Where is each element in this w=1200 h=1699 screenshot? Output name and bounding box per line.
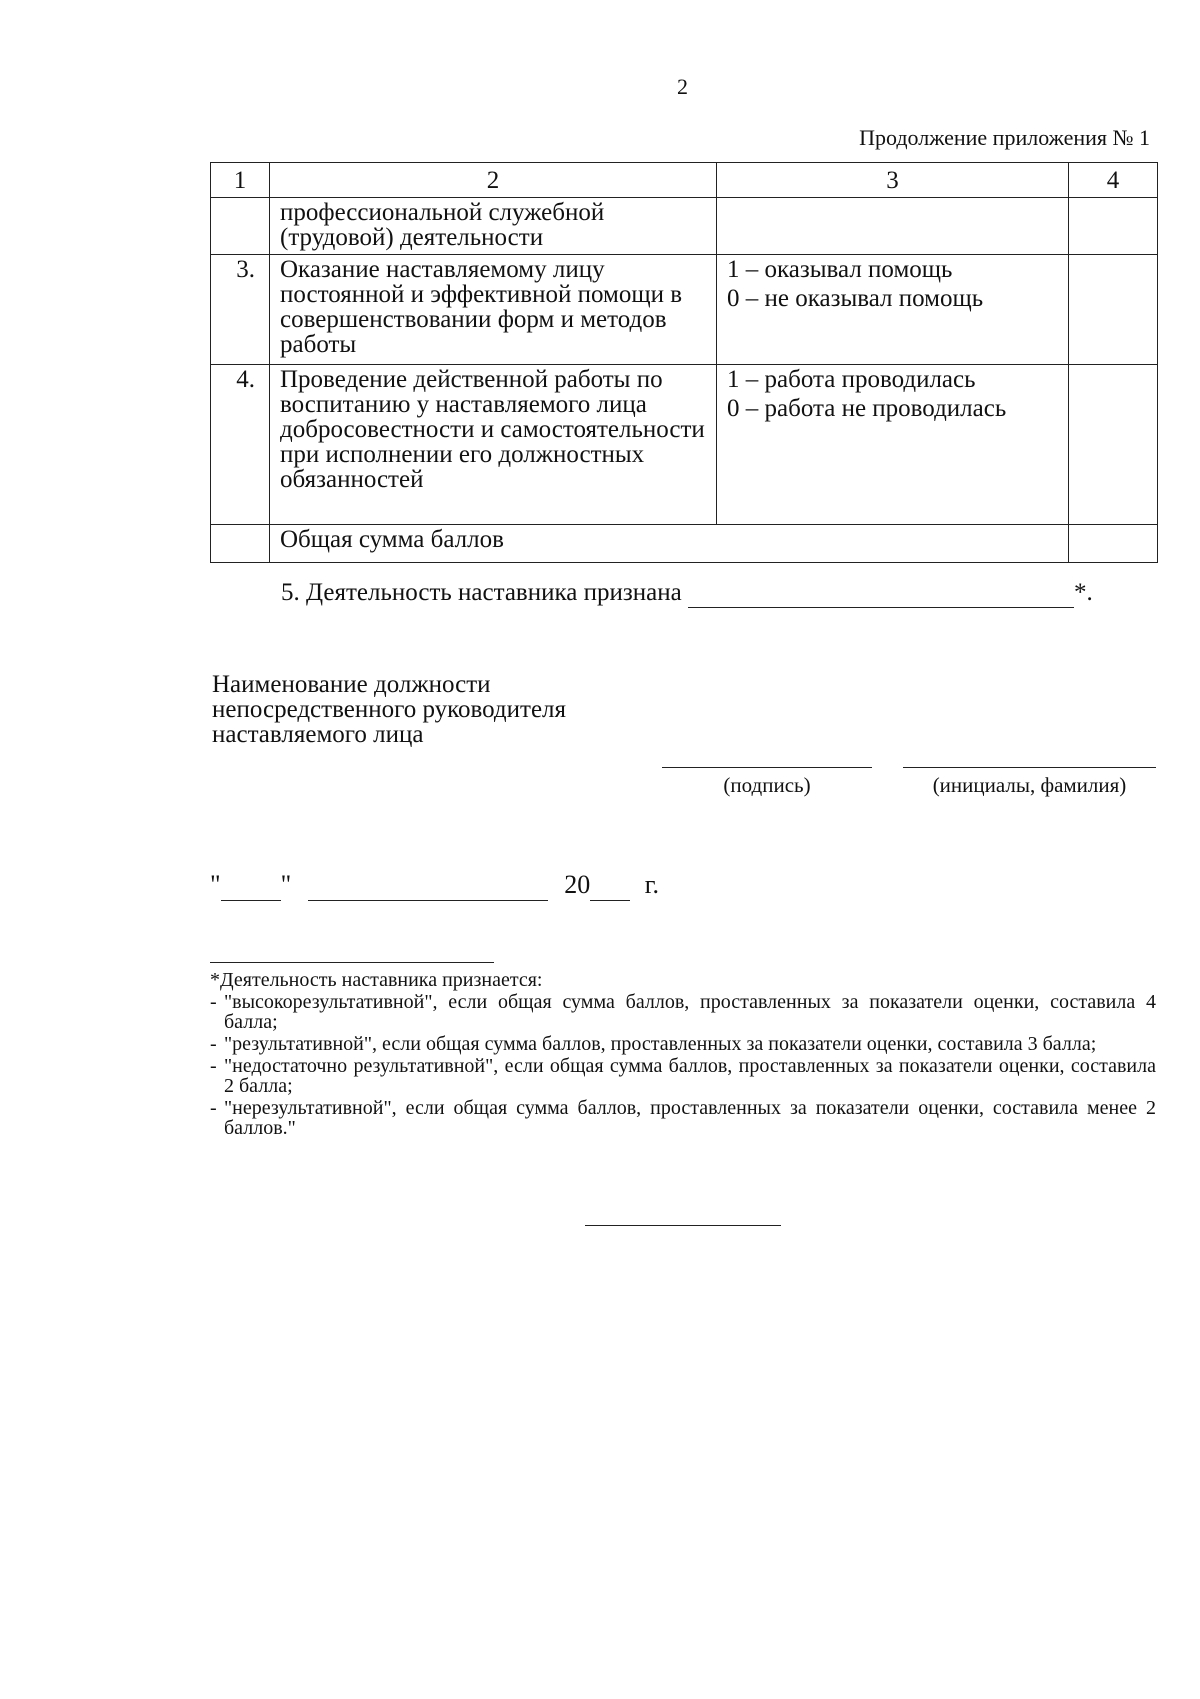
position-title: Наименование должности непосредственного руководителя наставляемого лица	[212, 671, 567, 748]
total-points-cell	[1069, 525, 1158, 563]
row-number: 4.	[211, 365, 270, 525]
score-option: 0 – не оказывал помощь	[727, 285, 984, 312]
evaluation-table	[210, 162, 1158, 563]
footnote-item: - "нерезультативной", если общая сумма баллов, проставленных за показатели оценки, составила менее 2 баллов."	[210, 1097, 1156, 1139]
indicator-cell: Оказание наставляемому лицу постоянной и эффективной помощи в совершенствовании форм и методов работы	[270, 255, 717, 365]
score-cell	[717, 198, 1069, 255]
end-separator	[585, 1225, 781, 1226]
points-cell	[1069, 365, 1158, 525]
table-row	[211, 198, 1158, 255]
points-cell	[1069, 255, 1158, 365]
signature-caption: (подпись)	[723, 773, 811, 797]
section-5	[281, 579, 1093, 608]
score-option: 1 – работа проводилась	[727, 366, 976, 393]
points-cell	[1069, 198, 1158, 255]
footnote	[210, 970, 1156, 1138]
date-open-quote: "	[210, 870, 221, 899]
footnote-item: - "высокорезультативной", если общая сумма баллов, проставленных за показатели оценки, составила 4 балла;	[210, 991, 1156, 1033]
score-option: 0 – работа не проводилась	[727, 395, 1007, 422]
result-blank[interactable]	[688, 579, 1074, 608]
score-option: 1 – оказывал помощь	[727, 256, 953, 283]
total-number-cell	[211, 525, 270, 563]
score-cell	[717, 365, 1069, 525]
name-caption: (инициалы, фамилия)	[932, 773, 1127, 797]
day-blank[interactable]	[221, 870, 281, 901]
signature-line[interactable]	[662, 767, 872, 768]
footnote-intro: *Деятельность наставника признается:	[210, 969, 543, 991]
score-cell	[717, 255, 1069, 365]
footnote-item: - "результативной", если общая сумма баллов, проставленных за показатели оценки, составила 3 балла;	[210, 1033, 1097, 1055]
year-suffix: г.	[644, 870, 659, 899]
section-5-text: 5. Деятельность наставника признана	[281, 579, 682, 606]
year-prefix: 20	[564, 870, 591, 899]
name-line[interactable]	[903, 767, 1156, 768]
year-blank[interactable]	[590, 870, 630, 901]
date-close-quote: "	[280, 870, 292, 899]
table-header-row	[211, 163, 1158, 198]
table-row	[211, 255, 1158, 365]
total-label: Общая сумма баллов	[270, 525, 1069, 563]
footnote-item: - "недостаточно результативной", если общая сумма баллов, проставленных за показатели оценки, составила 2 балла;	[210, 1055, 1156, 1097]
total-row	[211, 525, 1158, 563]
page-number: 2	[677, 74, 688, 99]
column-header: 2	[270, 163, 717, 198]
row-number: 3.	[211, 255, 270, 365]
column-header: 1	[211, 163, 270, 198]
table-row	[211, 365, 1158, 525]
row-number	[211, 198, 270, 255]
continuation-label: Продолжение приложения № 1	[859, 125, 1150, 150]
footnote-separator	[210, 962, 494, 963]
indicator-cell: профессиональной служебной (трудовой) деятельности	[270, 198, 717, 255]
month-blank[interactable]	[308, 870, 548, 901]
footnote-marker: *.	[1073, 579, 1093, 606]
date-line	[210, 870, 659, 901]
column-header: 4	[1069, 163, 1158, 198]
column-header: 3	[717, 163, 1069, 198]
indicator-cell: Проведение действенной работы по воспитанию у наставляемого лица добросовестности и самостоятельности при исполнении его должностных обязанностей	[270, 365, 717, 525]
